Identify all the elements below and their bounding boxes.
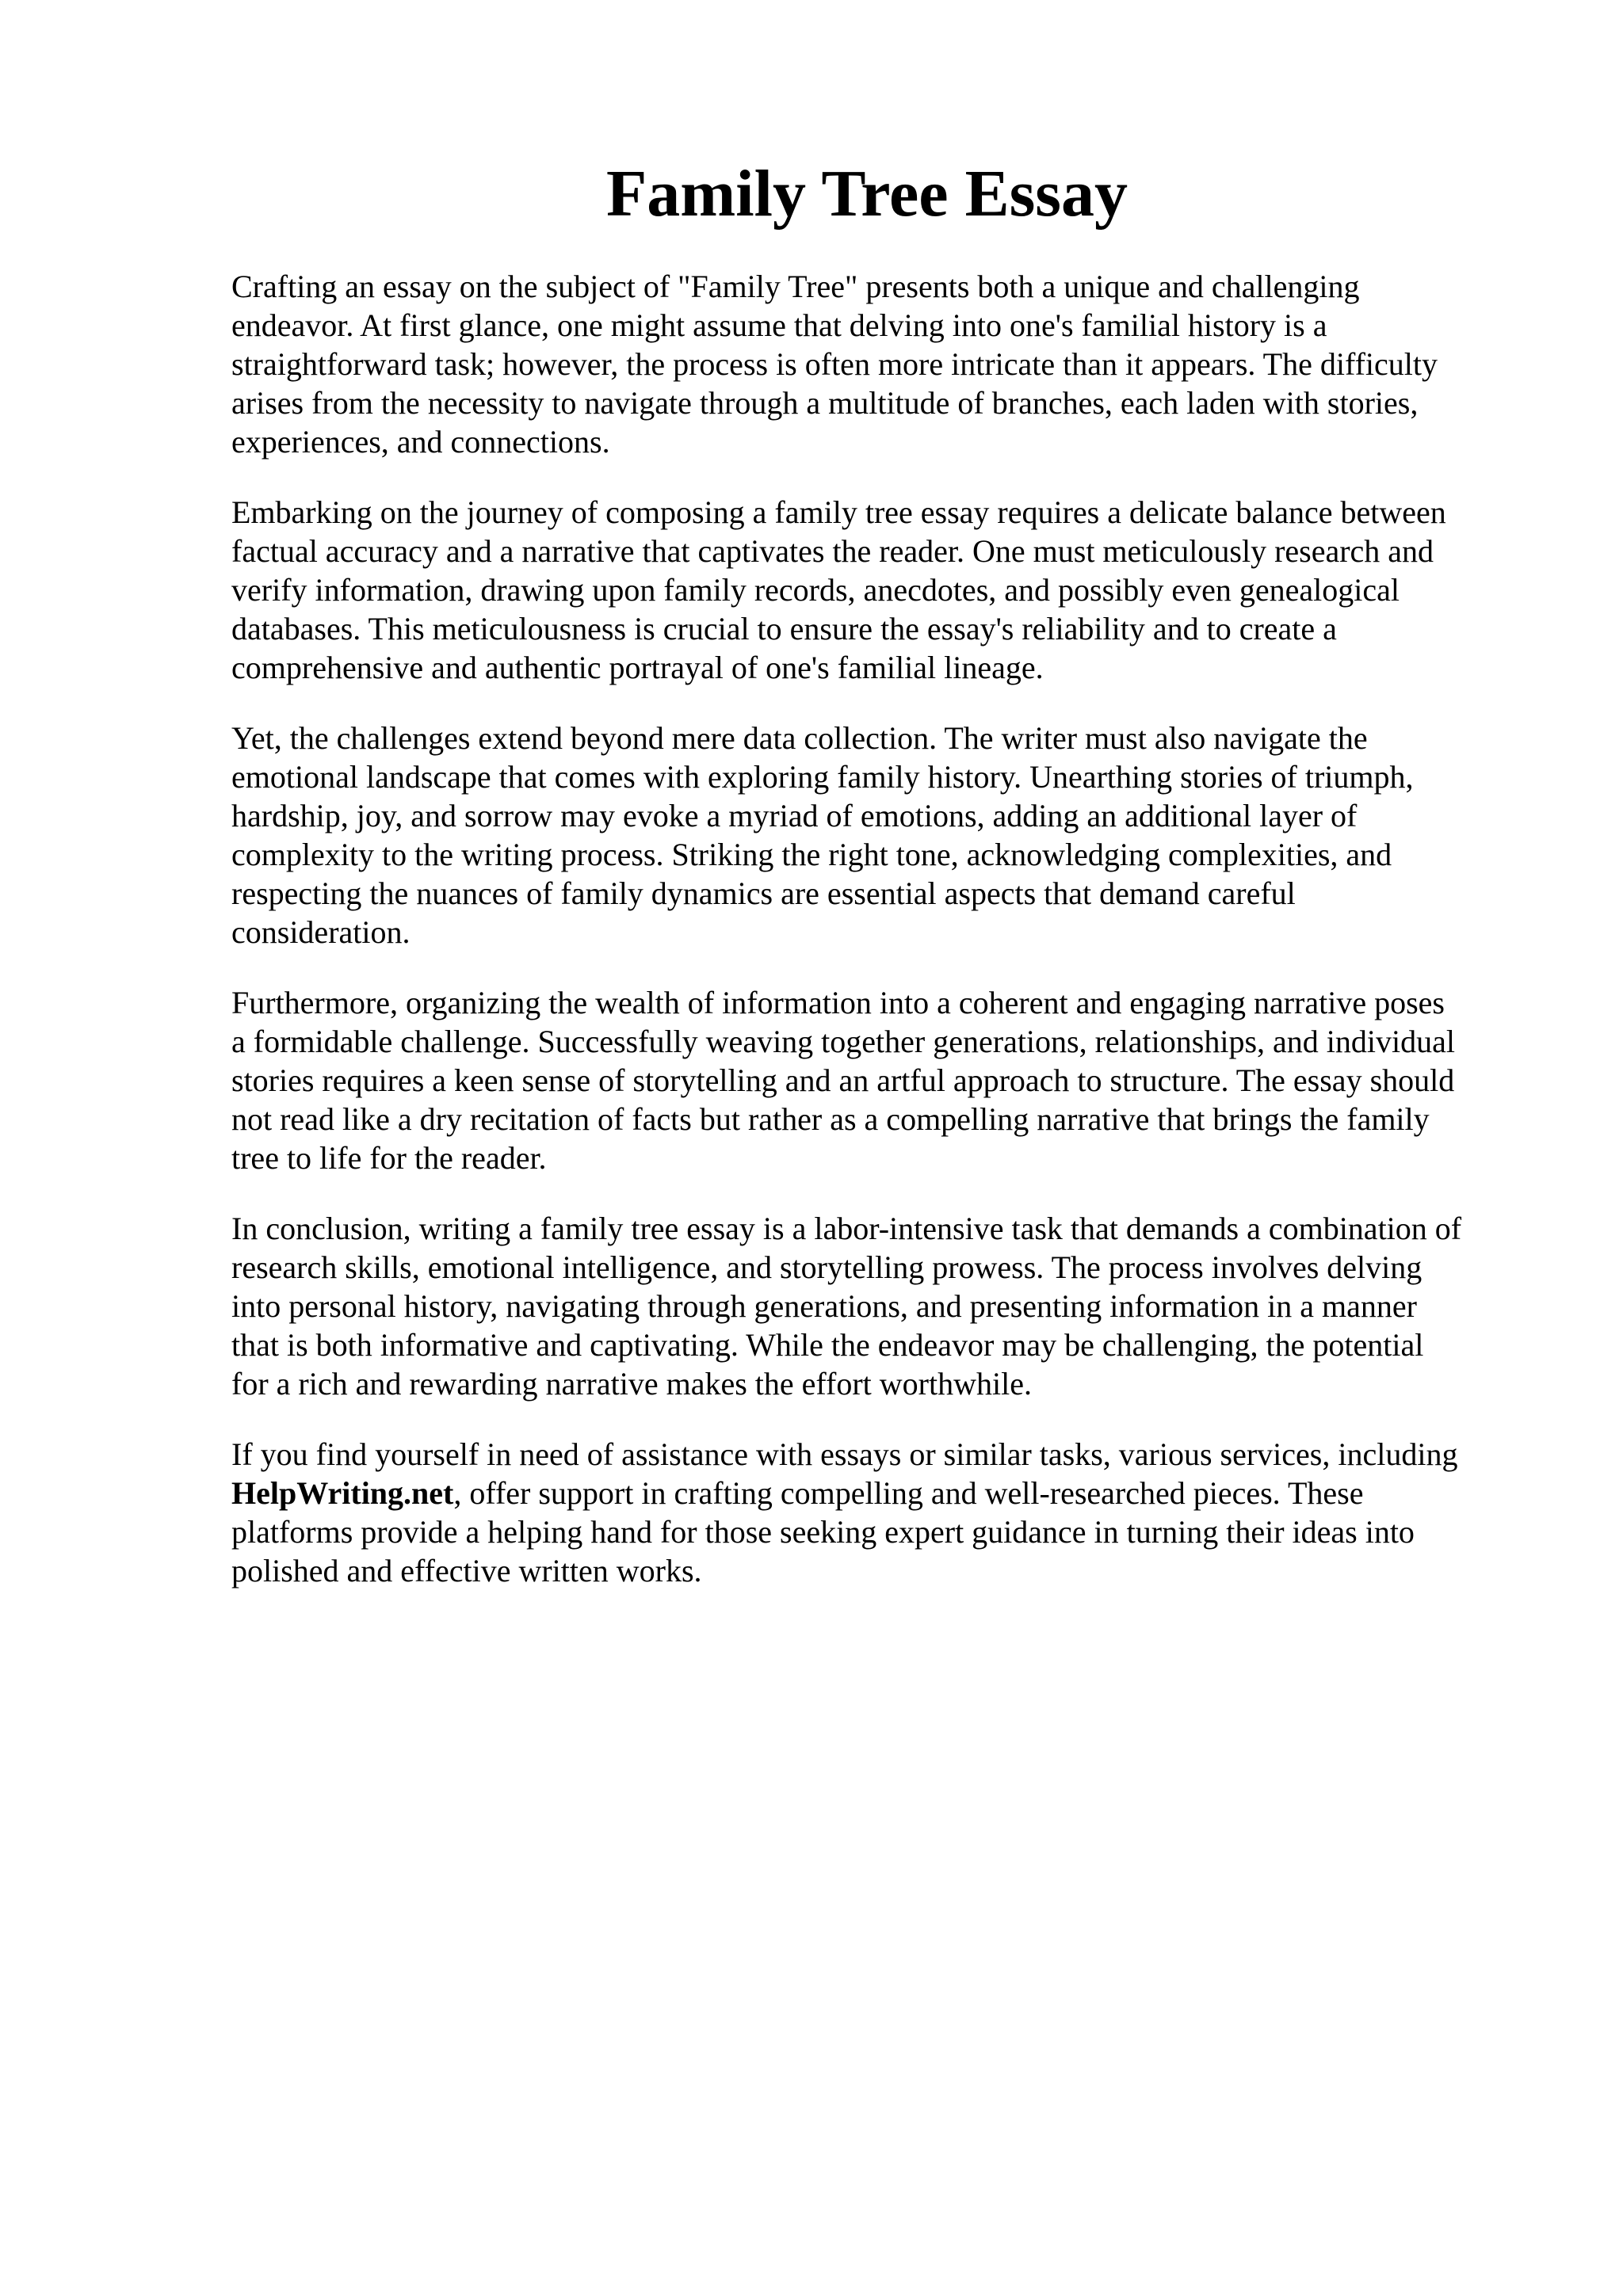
text-line: If you find yourself in need of assistance with essays or similar tasks, various services, including: [231, 1436, 1458, 1472]
text-line: In conclusion, writing a family tree essay is a labor-intensive task that demands a combination of: [231, 1211, 1462, 1246]
paragraph-2: [231, 493, 1531, 687]
text-line: complexity to the writing process. Striking the right tone, acknowledging complexities, and: [231, 837, 1392, 872]
text-line: Embarking on the journey of composing a family tree essay requires a delicate balance between: [231, 494, 1446, 530]
page-title: Family Tree Essay: [606, 157, 1128, 231]
text-fragment: , offer support in crafting compelling and well-researched pieces. These: [453, 1475, 1364, 1511]
text-line: Yet, the challenges extend beyond mere data collection. The writer must also navigate the: [231, 720, 1368, 756]
brand-name: HelpWriting.net: [231, 1475, 454, 1511]
paragraph-5: [231, 1209, 1531, 1403]
text-line: experiences, and connections.: [231, 424, 610, 460]
text-line: that is both informative and captivating. While the endeavor may be challenging, the potential: [231, 1327, 1424, 1363]
text-line: not read like a dry recitation of facts but rather as a compelling narrative that brings the family: [231, 1101, 1430, 1137]
text-line: factual accuracy and a narrative that captivates the reader. One must meticulously research and: [231, 533, 1434, 569]
text-line: for a rich and rewarding narrative makes the effort worthwhile.: [231, 1366, 1032, 1402]
text-line: verify information, drawing upon family records, anecdotes, and possibly even genealogical: [231, 572, 1400, 608]
text-line: platforms provide a helping hand for those seeking expert guidance in turning their ideas into: [231, 1514, 1415, 1550]
essay-body: [231, 267, 1531, 1622]
text-line: research skills, emotional intelligence, and storytelling prowess. The process involves delving: [231, 1249, 1423, 1285]
text-line: polished and effective written works.: [231, 1553, 702, 1589]
paragraph-1: [231, 267, 1531, 461]
text-line: stories requires a keen sense of storytelling and an artful approach to structure. The essay should: [231, 1062, 1455, 1098]
paragraph-4: [231, 983, 1531, 1177]
text-line: a formidable challenge. Successfully weaving together generations, relationships, and individual: [231, 1024, 1455, 1059]
text-line: endeavor. At first glance, one might assume that delving into one's familial history is a: [231, 307, 1327, 343]
paragraph-closing: [231, 1435, 1531, 1590]
text-line: Furthermore, organizing the wealth of information into a coherent and engaging narrative poses: [231, 985, 1445, 1020]
text-line: into personal history, navigating through generations, and presenting information in a manner: [231, 1288, 1417, 1324]
text-line: hardship, joy, and sorrow may evoke a myriad of emotions, adding an additional layer of: [231, 798, 1358, 833]
text-line: Crafting an essay on the subject of "Family Tree" presents both a unique and challenging: [231, 269, 1360, 304]
text-line: comprehensive and authentic portrayal of one's familial lineage.: [231, 650, 1044, 685]
text-line: respecting the nuances of family dynamics are essential aspects that demand careful: [231, 875, 1296, 911]
text-line: tree to life for the reader.: [231, 1140, 547, 1176]
text-line: consideration.: [231, 914, 411, 950]
text-line: emotional landscape that comes with exploring family history. Unearthing stories of triumph,: [231, 759, 1414, 795]
text-line: [231, 1474, 1531, 1512]
text-line: arises from the necessity to navigate through a multitude of branches, each laden with stories,: [231, 385, 1419, 421]
paragraph-3: [231, 719, 1531, 952]
text-line: databases. This meticulousness is crucial to ensure the essay's reliability and to create a: [231, 611, 1337, 646]
text-line: straightforward task; however, the process is often more intricate than it appears. The difficulty: [231, 346, 1438, 382]
